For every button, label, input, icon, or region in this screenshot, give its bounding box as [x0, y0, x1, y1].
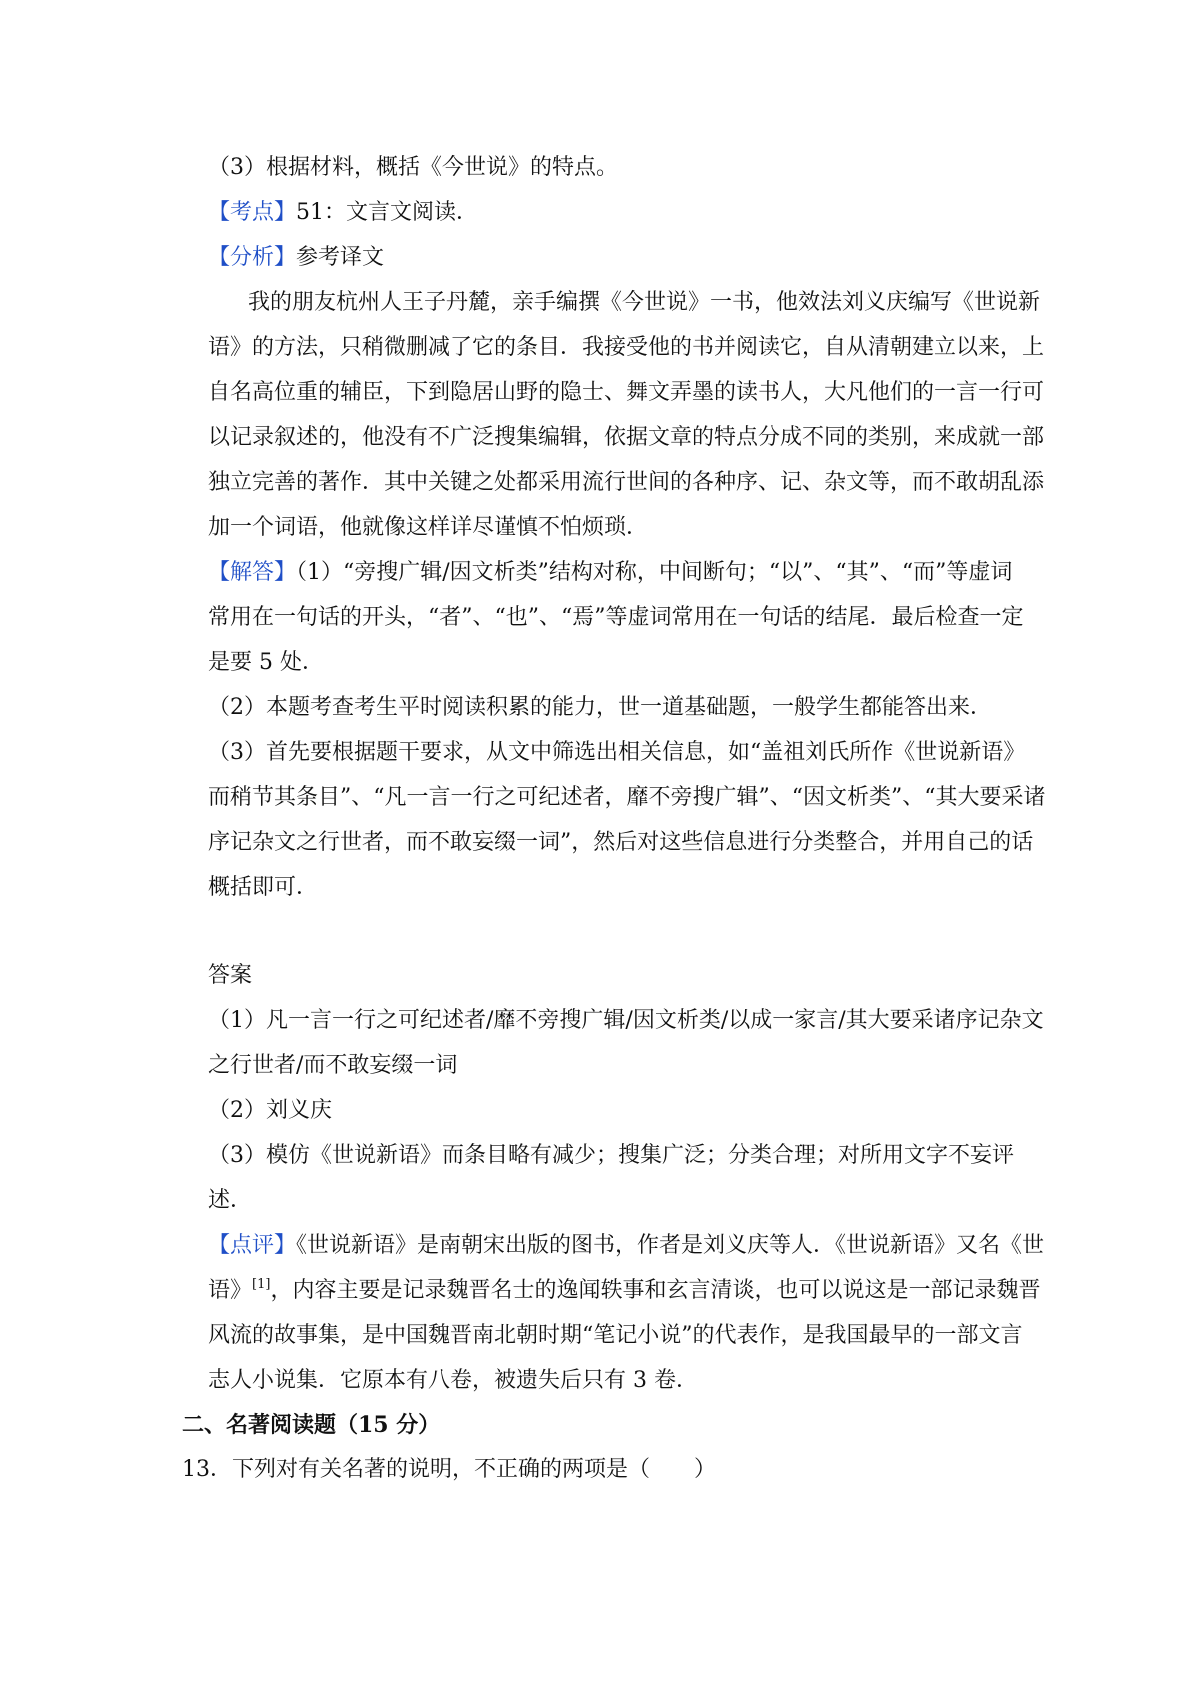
- dianping-tag: 【点评】: [208, 1233, 297, 1258]
- answer-3-line-1: （3）模仿《世说新语》而条目略有减少；搜集广泛；分类合理；对所用文字不妄评: [208, 1143, 1014, 1168]
- dianping-text-2-pre: 语》: [208, 1278, 253, 1303]
- jieda-text-1: （1）“旁搜广辑/因文析类”结构对称，中间断句；“以”、“其”、“而”等虚词: [296, 560, 1013, 585]
- jieda-point-2: （2）本题考查考生平时阅读积累的能力，世一道基础题，一般学生都能答出来．: [208, 695, 992, 720]
- translation-line-5: 独立完善的著作．其中关键之处都采用流行世间的各种序、记、杂文等，而不敢胡乱添: [208, 470, 1045, 495]
- jieda-point-3-line-4: 概括即可．: [208, 875, 319, 900]
- dianping-text-2-post: ，内容主要是记录魏晋名士的逸闻轶事和玄言清谈，也可以说这是一部记录魏晋: [270, 1278, 1041, 1303]
- translation-line-1: 我的朋友杭州人王子丹麓，亲手编撰《今世说》一书，他效法刘义庆编写《世说新: [248, 290, 1041, 315]
- dianping-line-4: 志人小说集．它原本有八卷，被遗失后只有 3 卷．: [208, 1368, 698, 1393]
- dianping-line-1: [208, 1231, 1044, 1261]
- jieda-tag: 【解答】: [208, 560, 297, 585]
- translation-line-4: 以记录叙述的，他没有不广泛搜集编辑，依据文章的特点分成不同的类别，来成就一部: [208, 425, 1045, 450]
- translation-line-6: 加一个词语，他就像这样详尽谨慎不怕烦琐．: [208, 515, 649, 540]
- jieda-point-3-line-3: 序记杂文之行世者，而不敢妄缀一词”，然后对这些信息进行分类整合，并用自己的话: [208, 830, 1034, 855]
- fenxi-text: 参考译文: [296, 245, 385, 270]
- kaodian-line: [208, 198, 478, 228]
- translation-line-2: 语》的方法，只稍微删减了它的条目．我接受他的书并阅读它，自从清朝建立以来，上: [208, 335, 1045, 360]
- answer-1-line-2: 之行世者/而不敢妄缀一词: [208, 1053, 458, 1078]
- jieda-line-2: 常用在一句话的开头，“者”、“也”、“焉”等虚词常用在一句话的结尾．最后检查一定: [208, 605, 1024, 630]
- question-3-prompt: （3）根据材料，概括《今世说》的特点。: [208, 155, 618, 180]
- answer-1-line-1: （1）凡一言一行之可纪述者/靡不旁搜广辑/因文析类/以成一家言/其大要采诸序记杂文: [208, 1008, 1044, 1033]
- jieda-line-1: [208, 558, 1012, 588]
- answer-2: （2）刘义庆: [208, 1098, 332, 1123]
- fenxi-line: [208, 243, 384, 273]
- section-2-heading: 二、名著阅读题（15 分）: [182, 1412, 441, 1438]
- answer-heading: 答案: [208, 963, 253, 988]
- kaodian-tag: 【考点】: [208, 200, 297, 225]
- jieda-line-3: 是要 5 处．: [208, 650, 324, 675]
- fenxi-tag: 【分析】: [208, 245, 297, 270]
- footnote-reference[interactable]: [1]: [252, 1277, 271, 1292]
- translation-line-3: 自名高位重的辅臣，下到隐居山野的隐士、舞文弄墨的读书人，大凡他们的一言一行可: [208, 380, 1045, 405]
- jieda-point-3-line-1: （3）首先要根据题干要求，从文中筛选出相关信息，如“盖祖刘氏所作《世说新语》: [208, 740, 1026, 765]
- dianping-line-2: [208, 1276, 1040, 1306]
- dianping-line-3: 风流的故事集，是中国魏晋南北朝时期“笔记小说”的代表作，是我国最早的一部文言: [208, 1323, 1023, 1348]
- question-13: 13．下列对有关名著的说明，不正确的两项是（ ）: [182, 1457, 716, 1482]
- kaodian-text: 51：文言文阅读．: [296, 200, 479, 225]
- answer-3-line-2: 述．: [208, 1188, 253, 1213]
- jieda-point-3-line-2: 而稍节其条目”、“凡一言一行之可纪述者，靡不旁搜广辑”、“因文析类”、“其大要采诸: [208, 785, 1046, 810]
- dianping-text-1: 《世说新语》是南朝宋出版的图书，作者是刘义庆等人．《世说新语》又名《世: [296, 1233, 1045, 1258]
